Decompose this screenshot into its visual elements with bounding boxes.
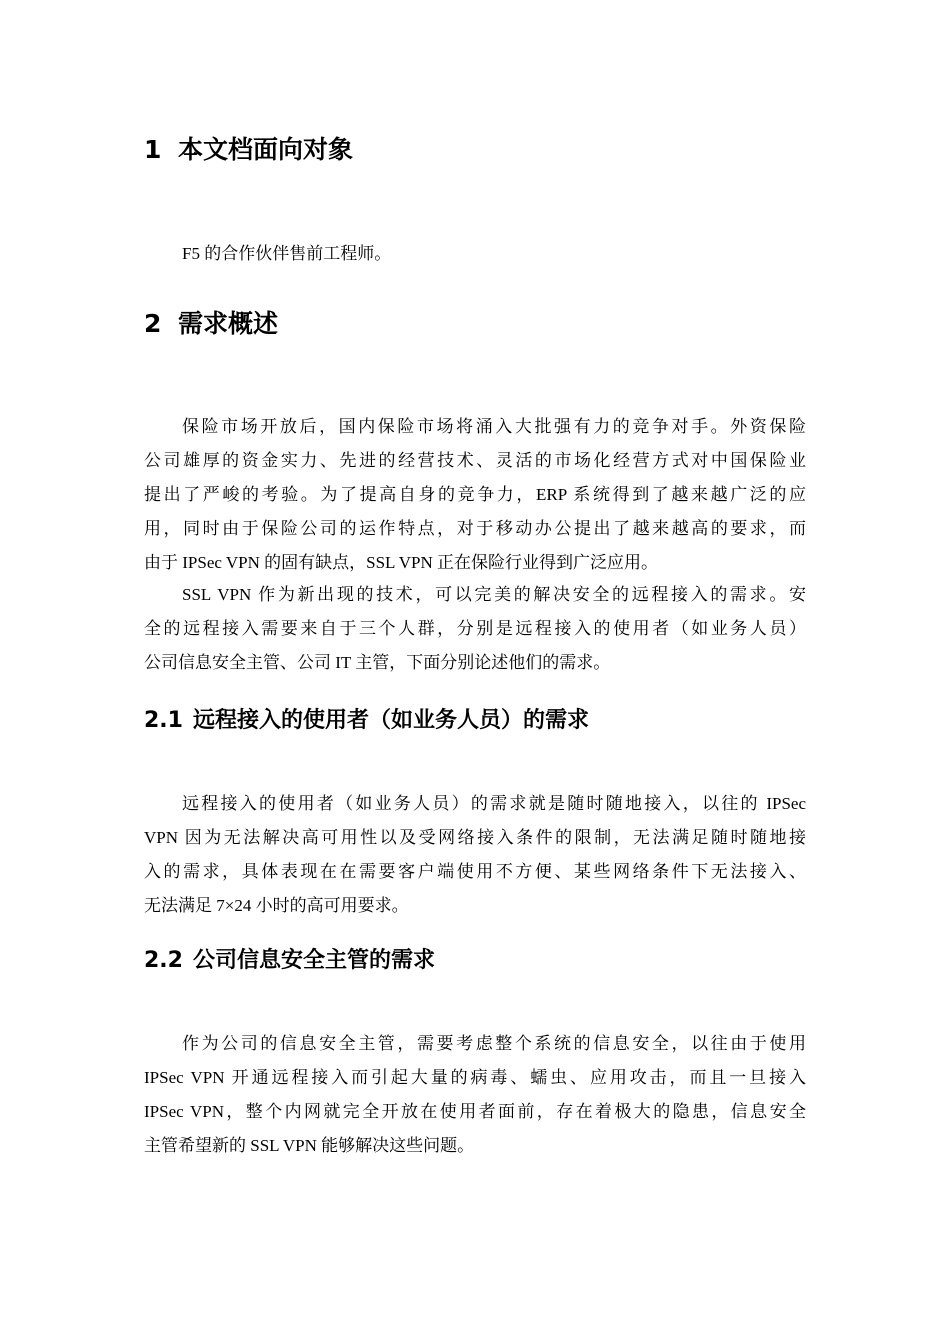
paragraph-line: IPSec VPN 开通远程接入而引起大量的病毒、蠕虫、应用攻击，而且一旦接入 xyxy=(144,1068,806,1087)
paragraph xyxy=(144,1027,806,1163)
paragraph-line: VPN 因为无法解决高可用性以及受网络接入条件的限制，无法满足随时随地接 xyxy=(144,828,806,847)
section-number: 1 xyxy=(144,135,162,164)
section-number: 2 xyxy=(144,309,162,338)
paragraph-line: 公司雄厚的资金实力、先进的经营技术、灵活的市场化经营方式对中国保险业 xyxy=(144,451,806,470)
paragraph-line: IPSec VPN，整个内网就完全开放在使用者面前，存在着极大的隐患，信息安全 xyxy=(144,1102,806,1121)
paragraph-line: 全的远程接入需要来自于三个人群，分别是远程接入的使用者（如业务人员） xyxy=(144,619,806,638)
section-title: 需求概述 xyxy=(178,309,279,338)
section-title: 远程接入的使用者（如业务人员）的需求 xyxy=(192,708,589,733)
paragraph-line: 入的需求，具体表现在在需要客户端使用不方便、某些网络条件下无法接入、 xyxy=(144,862,806,881)
paragraph-line: SSL VPN 作为新出现的技术，可以完美的解决安全的远程接入的需求。安 xyxy=(182,585,806,604)
section-number: 2.1 xyxy=(144,708,183,733)
section-heading xyxy=(144,134,353,166)
paragraph-line: 公司信息安全主管、公司 IT 主管，下面分别论述他们的需求。 xyxy=(144,653,611,672)
paragraph-line: 保险市场开放后，国内保险市场将涌入大批强有力的竞争对手。外资保险 xyxy=(182,417,806,436)
section-title: 公司信息安全主管的需求 xyxy=(192,948,435,973)
section-title: 本文档面向对象 xyxy=(178,135,354,164)
paragraph-line: 主管希望新的 SSL VPN 能够解决这些问题。 xyxy=(144,1136,475,1155)
paragraph-line: 提出了严峻的考验。为了提高自身的竞争力，ERP 系统得到了越来越广泛的应 xyxy=(144,485,806,504)
paragraph-line: 远程接入的使用者（如业务人员）的需求就是随时随地接入，以往的 IPSec xyxy=(182,794,806,813)
paragraph xyxy=(144,787,806,923)
section-number: 2.2 xyxy=(144,948,183,973)
paragraph-line: 用，同时由于保险公司的运作特点，对于移动办公提出了越来越高的要求，而 xyxy=(144,519,806,538)
paragraph-line: 由于 IPSec VPN 的固有缺点，SSL VPN 正在保险行业得到广泛应用。 xyxy=(144,553,658,572)
section-heading xyxy=(144,308,278,340)
paragraph xyxy=(144,578,806,680)
paragraph xyxy=(144,410,806,580)
paragraph xyxy=(144,237,806,271)
subsection-heading xyxy=(144,946,435,976)
subsection-heading xyxy=(144,706,589,736)
paragraph-line: 无法满足 7×24 小时的高可用要求。 xyxy=(144,896,409,915)
paragraph-line: F5 的合作伙伴售前工程师。 xyxy=(182,244,392,263)
paragraph-line: 作为公司的信息安全主管，需要考虑整个系统的信息安全，以往由于使用 xyxy=(182,1034,806,1053)
